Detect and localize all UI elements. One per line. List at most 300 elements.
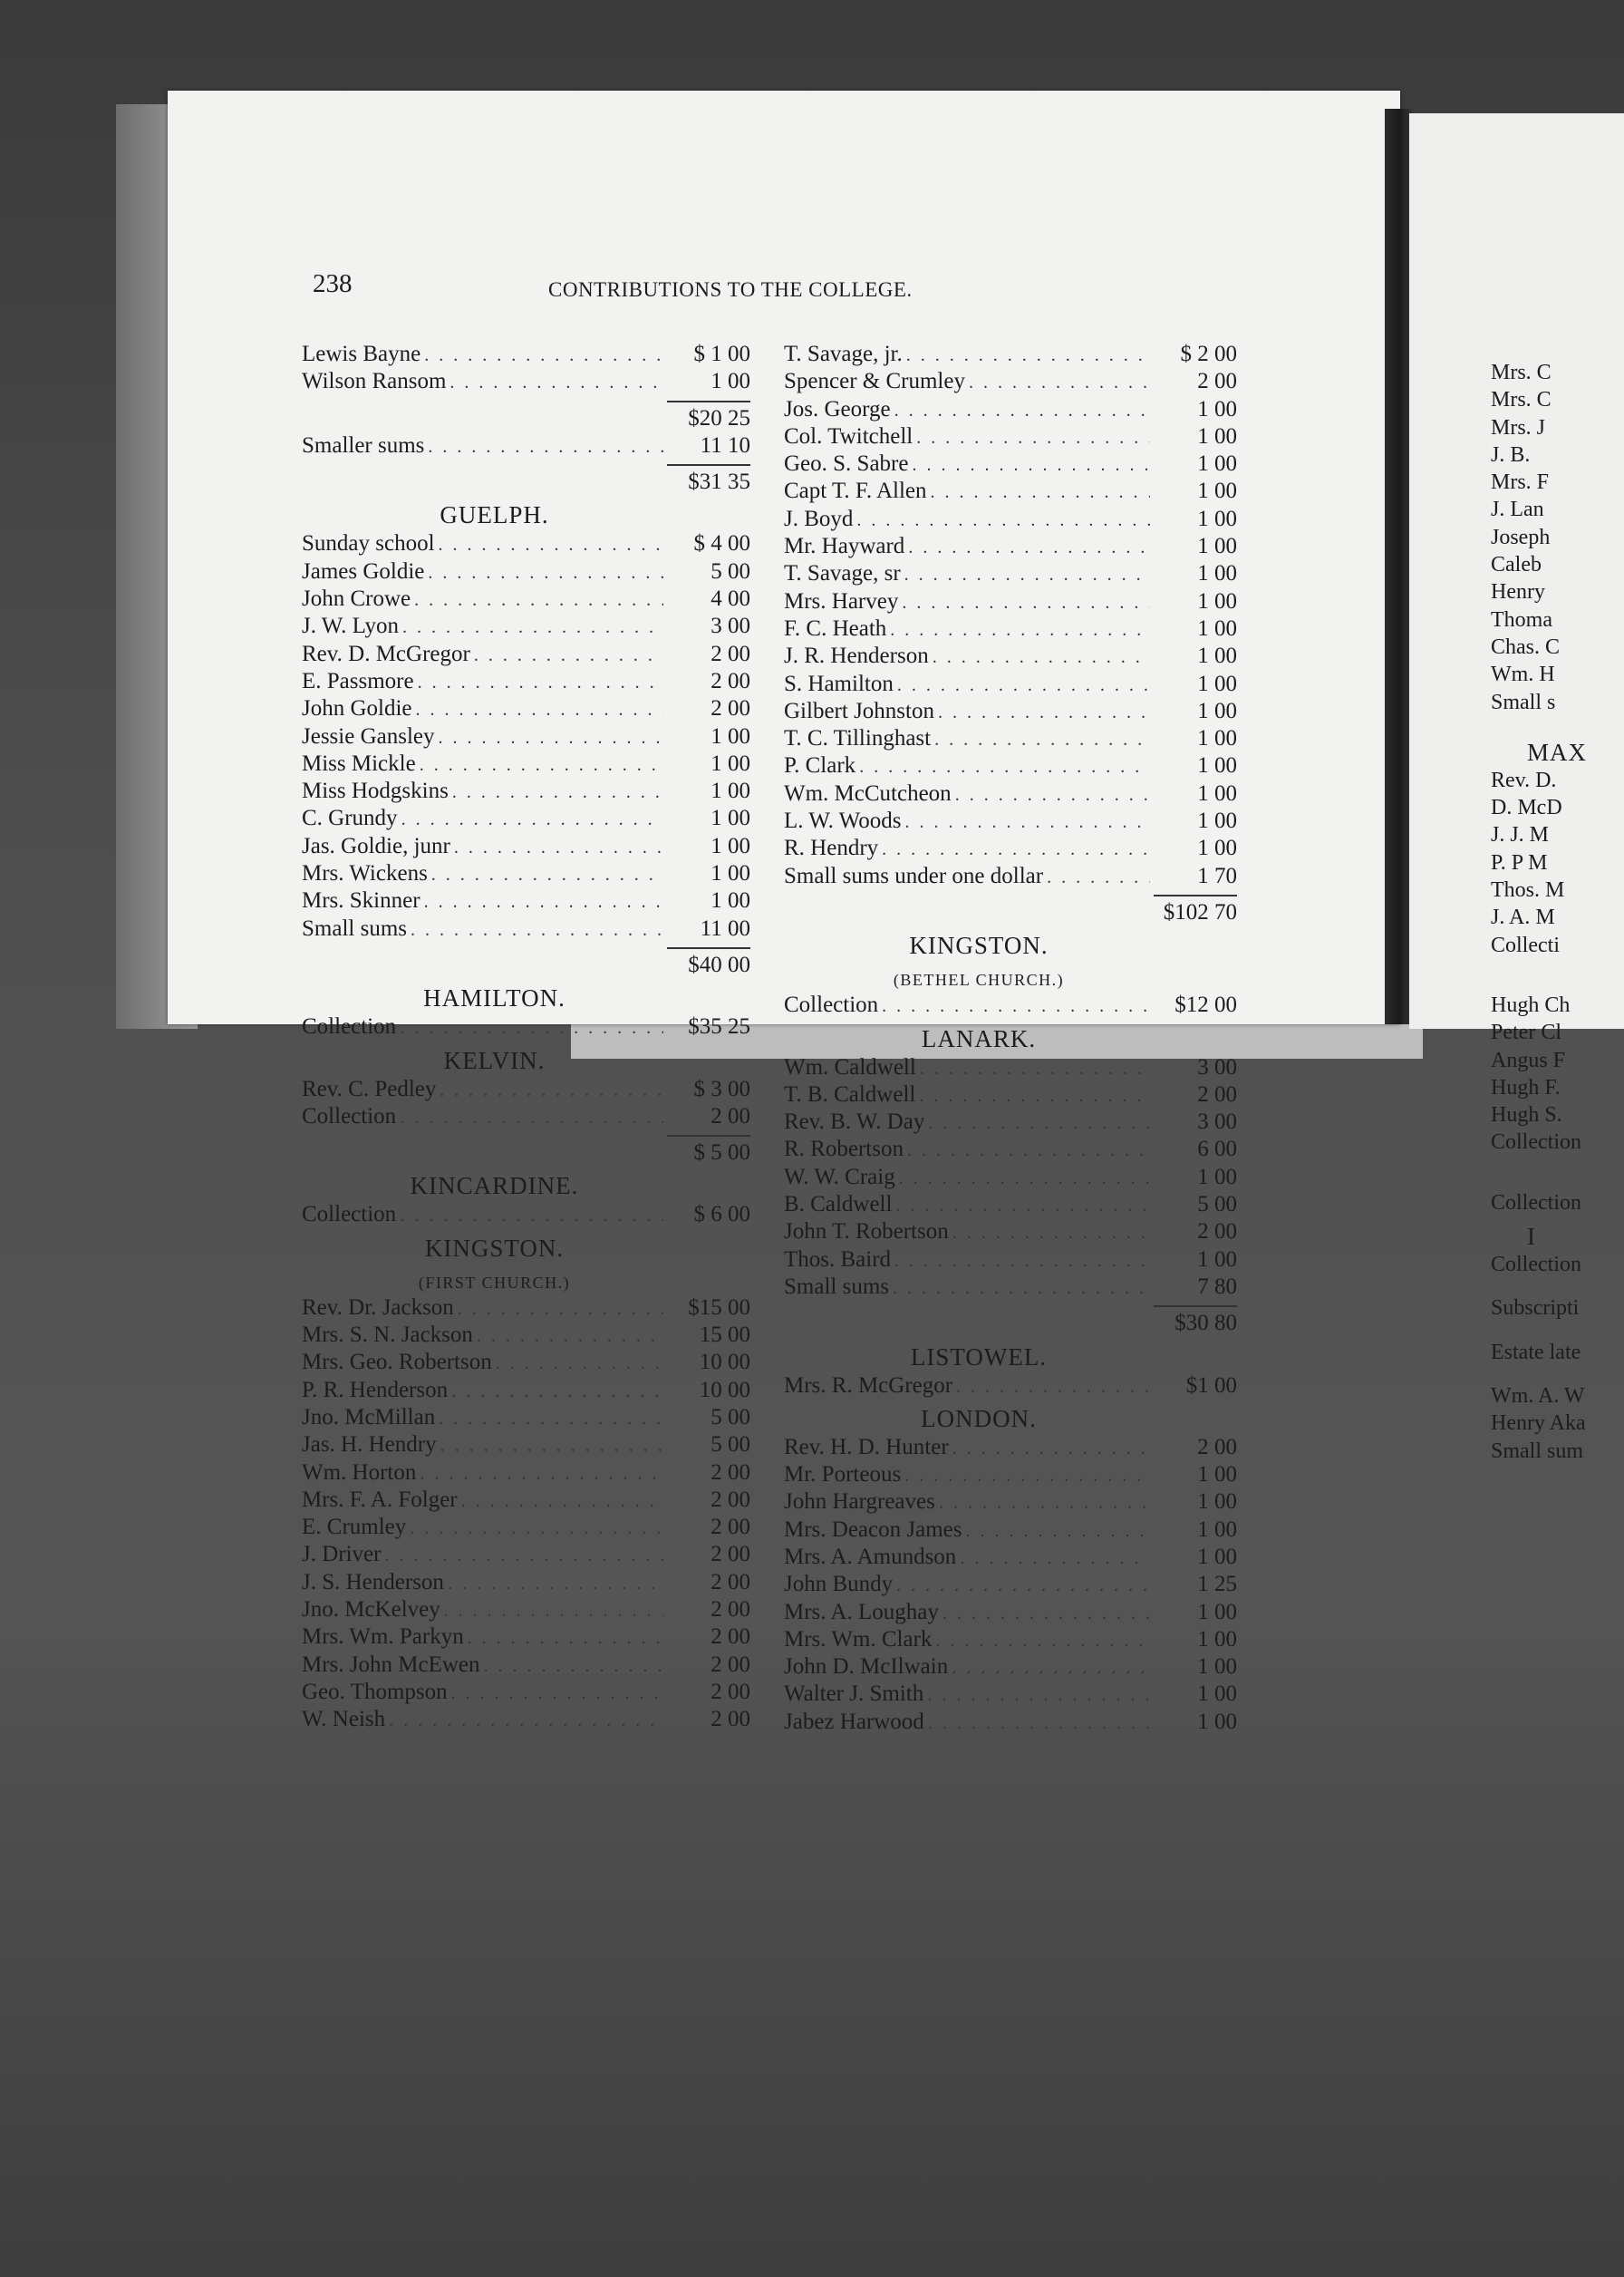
contributor-name: Mrs. Geo. Robertson xyxy=(302,1350,492,1375)
contributor-name: Gilbert Johnston xyxy=(784,698,934,723)
dot-leader xyxy=(418,673,663,693)
contributor-name: Mrs. R. McGregor xyxy=(784,1372,953,1398)
contributor-name: P. R. Henderson xyxy=(302,1377,449,1402)
contribution-entry xyxy=(302,1202,750,1229)
dot-leader xyxy=(882,839,1150,860)
contribution-entry xyxy=(784,507,1237,534)
dot-leader xyxy=(928,1713,1150,1734)
contributor-name: E. Crumley xyxy=(302,1515,407,1540)
contribution-entry xyxy=(302,642,750,669)
contributor-name: Collection xyxy=(784,993,879,1018)
spacer xyxy=(1491,718,1624,734)
contribution-amount: 1 00 xyxy=(1197,698,1237,723)
contribution-entry xyxy=(1491,1341,1624,1368)
contribution-entry xyxy=(1491,388,1624,415)
section-heading: MAX xyxy=(1527,738,1588,766)
contribution-amount: 2 00 xyxy=(710,1487,750,1512)
contribution-entry xyxy=(784,836,1237,863)
running-head: CONTRIBUTIONS TO THE COLLEGE. xyxy=(548,278,913,301)
contribution-entry xyxy=(302,1350,750,1377)
contributor-name: Collection xyxy=(1491,1130,1581,1155)
contribution-entry xyxy=(784,699,1237,726)
contribution-entry xyxy=(1491,906,1624,933)
contribution-entry xyxy=(302,1014,750,1042)
contributor-name: Rev. C. Pedley xyxy=(302,1076,437,1101)
dot-leader xyxy=(939,1493,1150,1514)
contribution-entry xyxy=(784,1109,1237,1137)
contribution-entry xyxy=(784,1082,1237,1109)
contribution-amount: 1 00 xyxy=(1197,1709,1237,1734)
contribution-entry xyxy=(1491,580,1624,607)
contributor-name: S. Hamilton xyxy=(784,671,894,696)
dot-leader xyxy=(919,1086,1150,1107)
dot-leader xyxy=(410,1518,663,1539)
contributor-name: Jno. McKelvey xyxy=(302,1596,440,1622)
contributions-column-left xyxy=(302,342,750,1734)
contributor-name: J. W. Lyon xyxy=(302,614,399,639)
contributor-name: Geo. Thompson xyxy=(302,1679,448,1704)
dot-leader xyxy=(414,590,663,611)
contribution-amount: 3 00 xyxy=(710,614,750,639)
subtotal-amount: $40 00 xyxy=(688,952,750,977)
contribution-amount: 1 00 xyxy=(1197,561,1237,586)
contributor-name: James Goldie xyxy=(302,558,425,584)
dot-leader xyxy=(389,1710,663,1731)
contribution-entry xyxy=(784,672,1237,699)
dot-leader xyxy=(904,565,1150,586)
contributor-name: Collection xyxy=(1491,1190,1581,1215)
contribution-amount: 1 00 xyxy=(1197,1544,1237,1569)
dot-leader xyxy=(912,455,1150,476)
contributor-name: Walter J. Smith xyxy=(784,1681,924,1707)
contribution-amount: 5 00 xyxy=(710,558,750,584)
contribution-entry xyxy=(784,1192,1237,1219)
dot-leader xyxy=(908,538,1150,558)
contribution-entry xyxy=(784,561,1237,588)
contribution-entry xyxy=(302,1405,750,1432)
contributor-name: E. Passmore xyxy=(302,668,414,693)
contribution-entry xyxy=(784,1219,1237,1246)
contribution-amount: 2 00 xyxy=(710,668,750,693)
contributor-name: C. Grundy xyxy=(302,806,398,831)
contributor-name: Lewis Bayne xyxy=(302,342,421,366)
contributor-name: John Hargreaves xyxy=(784,1489,935,1515)
contribution-amount: 2 00 xyxy=(710,1624,750,1650)
contribution-entry xyxy=(784,534,1237,561)
contribution-entry xyxy=(784,1681,1237,1709)
spacer xyxy=(1491,1280,1624,1296)
contribution-amount: 2 00 xyxy=(710,696,750,722)
contribution-entry xyxy=(1491,498,1624,525)
contributor-name: John D. McIlwain xyxy=(784,1654,949,1680)
contributor-name: T. C. Tillinghast xyxy=(784,726,932,751)
contributor-name: Mrs. Wm. Clark xyxy=(784,1626,933,1652)
contributor-name: T. Savage, jr. xyxy=(784,342,903,366)
contribution-entry xyxy=(1491,769,1624,796)
contributor-name: Sunday school xyxy=(302,531,435,557)
dot-leader xyxy=(894,401,1150,421)
contribution-entry xyxy=(784,616,1237,644)
contributions-column-right xyxy=(784,342,1237,1737)
contribution-entry xyxy=(302,1432,750,1459)
contributor-name: Collecti xyxy=(1491,933,1560,957)
contributor-name: R. Hendry xyxy=(784,836,879,861)
contribution-amount: 10 00 xyxy=(699,1350,750,1375)
contributor-name: Miss Hodgskins xyxy=(302,779,449,804)
contribution-entry xyxy=(1491,1021,1624,1048)
contribution-entry xyxy=(302,433,750,460)
contribution-amount: 1 00 xyxy=(1197,1246,1237,1272)
dot-leader xyxy=(477,1326,663,1347)
contribution-entry xyxy=(302,1295,750,1323)
contribution-entry xyxy=(784,1165,1237,1192)
section-heading: KINGSTON. xyxy=(909,932,1049,960)
dot-leader xyxy=(431,865,663,886)
contributor-name: Thoma xyxy=(1491,607,1552,632)
contributor-name: Small s xyxy=(1491,690,1556,714)
contributor-name: Collection xyxy=(1491,1253,1581,1277)
contributor-name: Jas. H. Hendry xyxy=(302,1432,437,1458)
contribution-entry xyxy=(1491,1049,1624,1076)
dot-leader xyxy=(440,1080,663,1101)
contributor-name: Small sum xyxy=(1491,1439,1584,1463)
dot-leader xyxy=(905,812,1151,833)
section-heading: HAMILTON. xyxy=(423,984,566,1013)
contribution-entry xyxy=(1491,1439,1624,1467)
contribution-entry xyxy=(302,1104,750,1131)
contributor-name: Mrs. C xyxy=(1491,361,1552,384)
contribution-entry xyxy=(1491,691,1624,718)
contribution-entry xyxy=(1491,608,1624,635)
contribution-entry xyxy=(302,1323,750,1350)
contribution-entry xyxy=(302,1542,750,1569)
contributor-name: J. Driver xyxy=(302,1542,382,1567)
dot-leader xyxy=(474,645,663,666)
contribution-entry xyxy=(784,479,1237,506)
contribution-entry xyxy=(784,1274,1237,1302)
contribution-amount: 1 00 xyxy=(710,861,750,887)
contributor-name: Henry Aka xyxy=(1491,1411,1586,1436)
contribution-entry xyxy=(302,531,750,558)
contributor-name: P. Clark xyxy=(784,753,856,779)
contribution-amount: 1 00 xyxy=(1197,671,1237,696)
contribution-entry xyxy=(784,809,1237,836)
contribution-entry xyxy=(784,753,1237,780)
spacer xyxy=(1491,1175,1624,1191)
contribution-entry xyxy=(1491,1384,1624,1411)
dot-leader xyxy=(439,1409,663,1429)
contribution-entry xyxy=(784,1545,1237,1572)
contribution-amount: 1 70 xyxy=(1197,863,1237,888)
contributor-name: Mr. Porteous xyxy=(784,1462,902,1487)
dot-leader xyxy=(468,1628,663,1649)
contribution-entry xyxy=(302,1077,750,1104)
contributor-name: Wm. Caldwell xyxy=(784,1054,916,1080)
dot-leader xyxy=(933,647,1150,668)
dot-leader xyxy=(401,809,663,830)
contribution-entry xyxy=(302,916,750,944)
contribution-amount: 1 00 xyxy=(1197,644,1237,669)
contributor-name: Collection xyxy=(302,1014,397,1040)
contribution-entry xyxy=(784,726,1237,753)
subtotal xyxy=(302,406,750,433)
dot-leader xyxy=(952,1223,1150,1244)
section-heading: GUELPH. xyxy=(440,501,549,529)
contribution-entry xyxy=(302,1378,750,1405)
dot-leader xyxy=(451,1381,663,1402)
contribution-amount: $12 00 xyxy=(1174,993,1237,1018)
dot-leader xyxy=(955,785,1150,806)
contributor-name: Mrs. A. Loughay xyxy=(784,1599,939,1624)
contribution-amount: 2 00 xyxy=(710,1569,750,1594)
contribution-amount: 1 00 xyxy=(1197,753,1237,779)
contributor-name: Miss Mickle xyxy=(302,751,416,776)
dot-leader xyxy=(969,373,1150,393)
contributor-name: Rev. D. McGregor xyxy=(302,641,470,666)
contribution-entry xyxy=(1491,1103,1624,1130)
contribution-entry xyxy=(1491,416,1624,443)
contributor-name: Wilson Ransom xyxy=(302,369,447,394)
contribution-entry xyxy=(302,861,750,888)
contributor-name: Mrs. C xyxy=(1491,388,1552,412)
contributor-name: Hugh S. xyxy=(1491,1103,1562,1128)
contribution-entry xyxy=(784,1055,1237,1082)
spacer xyxy=(1491,1368,1624,1384)
contribution-entry xyxy=(302,1707,750,1734)
contributor-name: Mrs. A. Amundson xyxy=(784,1544,957,1569)
contributor-name: Chas. C xyxy=(1491,635,1561,659)
contributor-name: Mrs. F xyxy=(1491,470,1550,495)
contributor-name: Smaller sums xyxy=(302,432,425,458)
contribution-amount: 11 10 xyxy=(700,432,750,458)
contributor-name: Wm. Horton xyxy=(302,1459,417,1485)
contributor-name: Rev. B. W. Day xyxy=(784,1109,925,1135)
contributor-name: W. Neish xyxy=(302,1707,386,1732)
section-subheading: (BETHEL CHURCH.) xyxy=(893,971,1065,990)
contribution-amount: 1 00 xyxy=(1197,506,1237,531)
dot-leader xyxy=(439,535,663,556)
contributor-name: Mrs. Skinner xyxy=(302,888,420,914)
spacer xyxy=(1491,977,1624,993)
contribution-entry xyxy=(784,1373,1237,1400)
contribution-entry xyxy=(1491,1296,1624,1323)
contribution-amount: 1 00 xyxy=(710,888,750,914)
contribution-amount: 2 00 xyxy=(710,1542,750,1567)
contribution-amount: 1 00 xyxy=(1197,726,1237,751)
contribution-entry xyxy=(784,1600,1237,1627)
contribution-amount: 1 00 xyxy=(1197,780,1237,806)
contributor-name: L. W. Woods xyxy=(784,809,902,834)
contribution-entry xyxy=(1491,993,1624,1021)
dot-leader xyxy=(904,1466,1150,1487)
contribution-amount: 5 00 xyxy=(1197,1192,1237,1217)
contributor-name: John Bundy xyxy=(784,1572,894,1597)
subtotal-amount: $30 80 xyxy=(1174,1311,1237,1336)
contribution-amount: 2 00 xyxy=(710,1596,750,1622)
contribution-entry xyxy=(302,1570,750,1597)
dot-leader xyxy=(938,702,1150,723)
contribution-amount: $ 4 00 xyxy=(693,531,750,557)
section-heading: LISTOWEL. xyxy=(910,1342,1048,1371)
contributor-name: Thos. M xyxy=(1491,878,1565,903)
contributor-name: Estate late xyxy=(1491,1340,1581,1364)
contribution-entry xyxy=(302,369,750,396)
contributor-name: Mrs. Harvey xyxy=(784,588,899,614)
contributor-name: J. J. M xyxy=(1491,823,1550,848)
section-heading: KINGSTON. xyxy=(424,1234,565,1262)
contribution-amount: 2 00 xyxy=(1197,369,1237,394)
contribution-entry xyxy=(302,1680,750,1707)
dot-leader xyxy=(428,437,663,458)
contribution-entry xyxy=(784,1247,1237,1274)
subtotal xyxy=(302,953,750,980)
contributor-name: Small sums under one dollar xyxy=(784,863,1044,888)
contributor-name: T. B. Caldwell xyxy=(784,1081,916,1107)
contribution-amount: $1 00 xyxy=(1185,1372,1237,1398)
contribution-amount: 1 00 xyxy=(1197,1654,1237,1680)
contributor-name: Collection xyxy=(302,1202,397,1227)
dot-leader xyxy=(956,1377,1150,1398)
facing-page-column-cropped xyxy=(1491,361,1624,1467)
contribution-entry xyxy=(302,1597,750,1624)
dot-leader xyxy=(424,892,663,913)
contribution-entry xyxy=(1491,1411,1624,1439)
contribution-entry xyxy=(1491,526,1624,553)
sum-rule xyxy=(302,460,750,470)
contributor-name: Rev. D. xyxy=(1491,768,1557,792)
contribution-amount: 2 00 xyxy=(1197,1434,1237,1459)
contribution-amount: 10 00 xyxy=(699,1377,750,1402)
contribution-amount: $ 2 00 xyxy=(1180,342,1237,366)
sum-rule xyxy=(784,891,1237,900)
contributor-name: Thos. Baird xyxy=(784,1246,892,1272)
contribution-amount: 4 00 xyxy=(710,586,750,612)
contribution-amount: 2 00 xyxy=(710,1459,750,1485)
contribution-amount: 1 00 xyxy=(1197,1516,1237,1542)
contributor-name: Mrs. S. N. Jackson xyxy=(302,1323,473,1348)
contributor-name: Rev. Dr. Jackson xyxy=(302,1294,454,1320)
contribution-amount: 1 00 xyxy=(1197,1681,1237,1707)
dot-leader xyxy=(461,1491,663,1512)
subtotal-amount: $102 70 xyxy=(1163,899,1237,925)
dot-leader xyxy=(444,1601,663,1622)
contributor-name: Jas. Goldie, junr xyxy=(302,833,450,858)
contribution-entry xyxy=(784,1137,1237,1164)
dot-leader xyxy=(400,1108,663,1129)
contribution-entry xyxy=(302,1487,750,1515)
contribution-entry xyxy=(1491,1130,1624,1158)
contributor-name: F. C. Heath xyxy=(784,615,887,641)
contributor-name: Mrs. J xyxy=(1491,415,1546,440)
subtotal-amount: $20 25 xyxy=(688,405,750,431)
dot-leader xyxy=(916,428,1150,449)
dot-leader xyxy=(428,563,663,584)
contribution-amount: 1 00 xyxy=(1197,1626,1237,1652)
contributor-name: Peter Cl xyxy=(1491,1021,1561,1045)
contributor-name: Mrs. Deacon James xyxy=(784,1516,962,1542)
section-heading: LONDON. xyxy=(921,1404,1037,1432)
contributor-name: Hugh F. xyxy=(1491,1075,1561,1100)
contribution-entry xyxy=(302,669,750,696)
dot-leader xyxy=(960,1548,1150,1569)
dot-leader xyxy=(439,728,664,749)
contributor-name: Jno. McMillan xyxy=(302,1404,436,1429)
contributor-name: Wm. McCutcheon xyxy=(784,780,952,806)
contribution-amount: 1 00 xyxy=(710,806,750,831)
dot-leader xyxy=(440,1436,663,1457)
contributor-name: Jos. George xyxy=(784,396,891,421)
contribution-amount: 1 00 xyxy=(1197,836,1237,861)
contribution-entry xyxy=(1491,663,1624,690)
contribution-entry xyxy=(784,644,1237,671)
contributor-name: John Goldie xyxy=(302,696,412,722)
contribution-entry xyxy=(1491,1253,1624,1280)
contribution-amount: $35 25 xyxy=(688,1014,750,1040)
dot-leader xyxy=(942,1604,1150,1624)
spacer xyxy=(1491,1324,1624,1341)
section-heading: KELVIN. xyxy=(443,1046,546,1074)
contribution-entry xyxy=(784,342,1237,369)
contributor-name: J. Boyd xyxy=(784,506,854,531)
contribution-amount: 11 00 xyxy=(700,916,750,941)
sum-rule xyxy=(302,944,750,953)
contributor-name: Hugh Ch xyxy=(1491,993,1571,1017)
contribution-amount: $ 1 00 xyxy=(693,342,750,366)
dot-leader xyxy=(952,1439,1150,1459)
contribution-amount: 6 00 xyxy=(1197,1137,1237,1162)
dot-leader xyxy=(896,1575,1150,1596)
subtotal-amount: $ 5 00 xyxy=(693,1140,750,1166)
dot-leader xyxy=(906,345,1150,366)
contribution-amount: 3 00 xyxy=(1197,1109,1237,1135)
contribution-entry xyxy=(302,806,750,833)
contributor-name: Jabez Harwood xyxy=(784,1709,924,1734)
dot-leader xyxy=(400,1206,663,1226)
section-subheading: (FIRST CHURCH.) xyxy=(418,1273,571,1292)
contributor-name: Spencer & Crumley xyxy=(784,369,965,394)
contribution-entry xyxy=(302,779,750,806)
contribution-entry xyxy=(784,451,1237,479)
contribution-entry xyxy=(1491,1076,1624,1103)
contribution-entry xyxy=(784,781,1237,809)
contribution-amount: $15 00 xyxy=(688,1294,750,1320)
dot-leader xyxy=(402,617,663,638)
contributor-name: J. A. M xyxy=(1491,906,1555,930)
dot-leader xyxy=(496,1353,663,1374)
dot-leader xyxy=(897,675,1150,696)
contributor-name: John T. Robertson xyxy=(784,1219,949,1245)
contribution-entry xyxy=(1491,470,1624,498)
dot-leader xyxy=(484,1656,663,1677)
contribution-amount: 3 00 xyxy=(1197,1054,1237,1080)
contributor-name: Mrs. Wm. Parkyn xyxy=(302,1624,464,1650)
contribution-amount: 5 00 xyxy=(710,1432,750,1458)
contributor-name: W. W. Craig xyxy=(784,1164,895,1189)
contribution-amount: 1 00 xyxy=(710,369,750,394)
dot-leader xyxy=(384,1545,663,1566)
contribution-entry xyxy=(302,696,750,723)
dot-leader xyxy=(424,345,663,366)
section-heading: I xyxy=(1527,1223,1536,1251)
dot-leader xyxy=(893,1278,1150,1299)
subtotal xyxy=(784,900,1237,927)
contribution-entry xyxy=(302,751,750,779)
contribution-entry xyxy=(784,1517,1237,1545)
contribution-entry xyxy=(302,1624,750,1652)
contribution-amount: 1 00 xyxy=(1197,451,1237,477)
contribution-entry xyxy=(784,864,1237,891)
dot-leader xyxy=(907,1140,1150,1161)
